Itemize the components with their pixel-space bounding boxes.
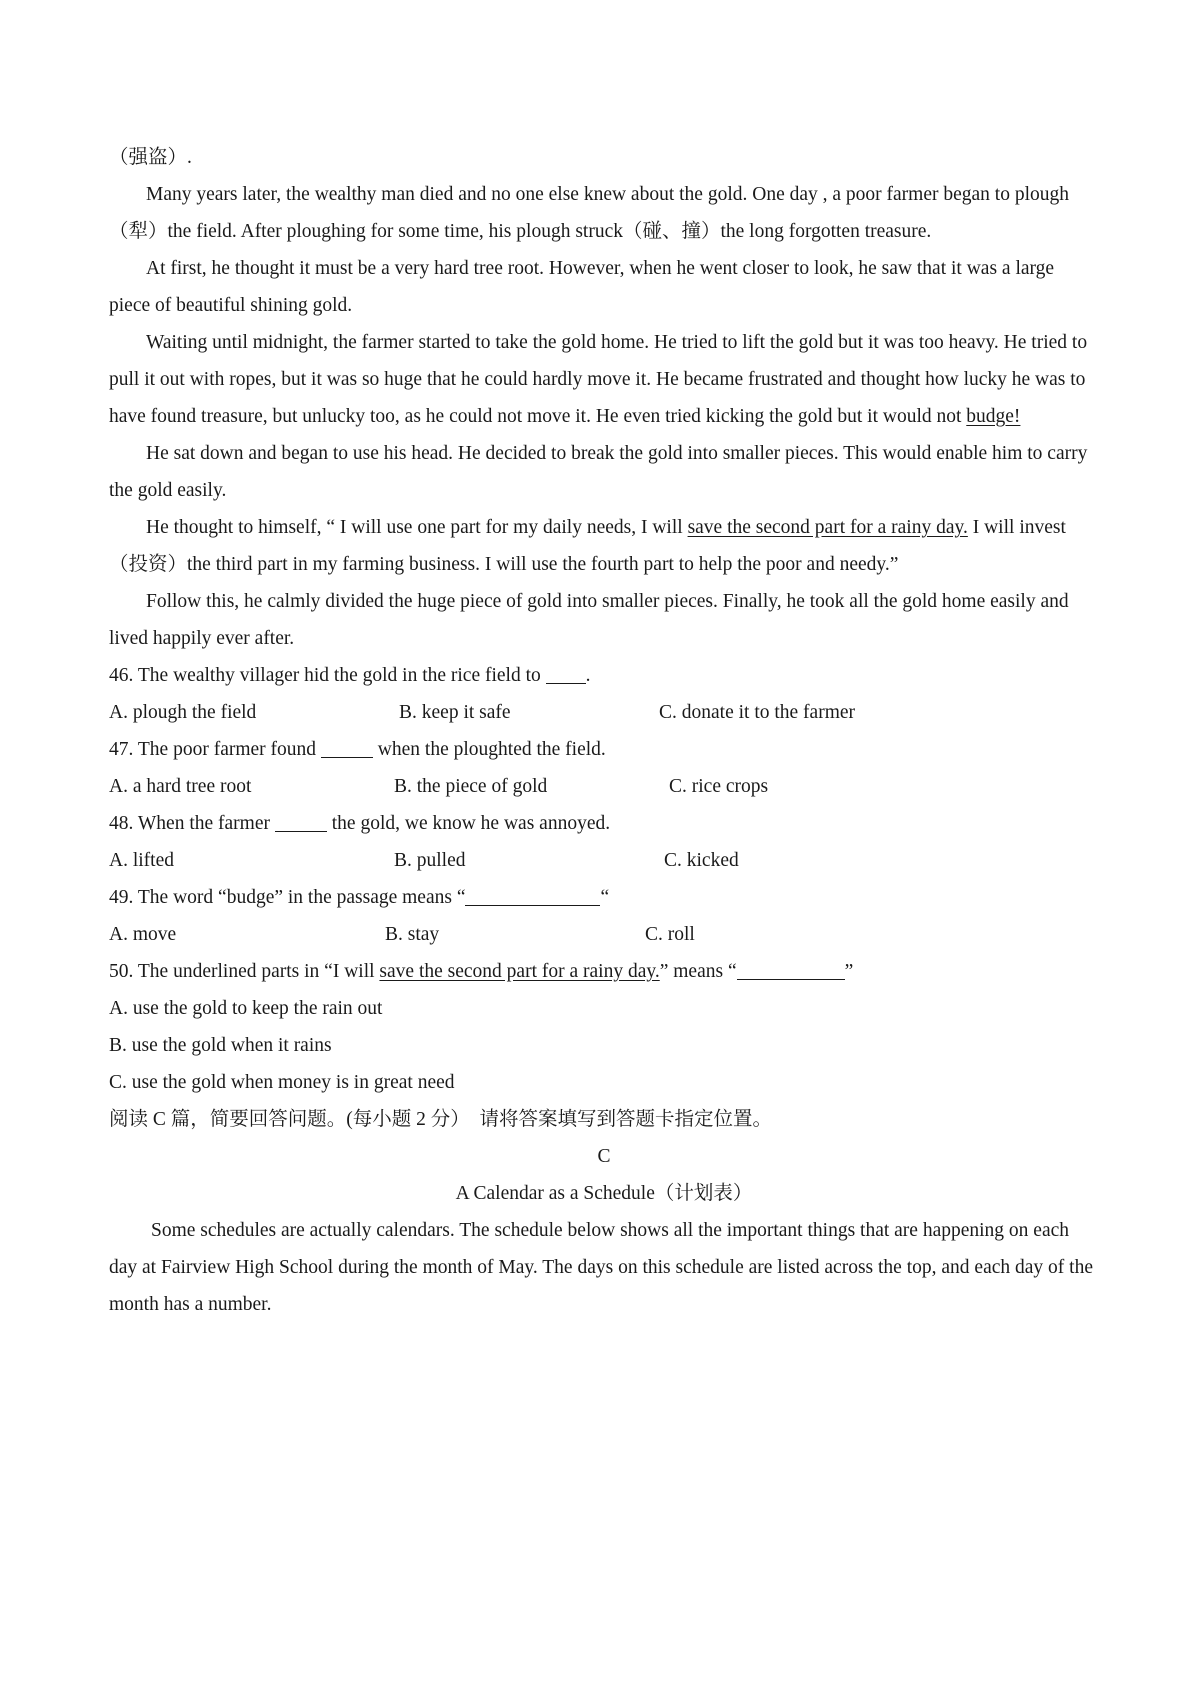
option-a: A. plough the field	[109, 702, 257, 723]
section-intro-paragraph: Some schedules are actually calendars. The schedule below shows all the important things that are happening on each day at Fairview High School during the month of May. The days on this schedule are listed across the top, and each day of the month has a number.	[109, 1220, 1093, 1315]
question-stem-end: ”	[844, 961, 854, 982]
option-c: C. donate it to the farmer	[659, 702, 856, 723]
answer-blank	[321, 737, 373, 758]
question-stem-end: the gold, we know he was annoyed.	[331, 813, 611, 834]
option-c: C. roll	[645, 924, 695, 945]
answer-blank	[465, 885, 600, 906]
option-b: B. the piece of gold	[394, 776, 548, 797]
section-title: A Calendar as a Schedule（计划表）	[455, 1183, 753, 1204]
section-letter: C	[597, 1146, 611, 1167]
section-instruction: 阅读 C 篇，简要回答问题。(每小题 2 分） 请将答案填写到答题卡指定位置。	[109, 1109, 773, 1130]
options-48	[109, 842, 1099, 879]
option-a: A. move	[109, 924, 177, 945]
option-a: A. a hard tree root	[109, 776, 252, 797]
question-stem: 49. The word “budge” in the passage means “	[109, 887, 466, 908]
paragraph-text: Waiting until midnight, the farmer started to take the gold home. He tried to lift the gold but it was too heavy. He tried to pull it out with ropes, but it was so huge that he could hardly move it. He became frustrated and thought how lucky he was to have found treasure, but unlucky too, as he could not move it. He even tried kicking the gold but it would not	[109, 332, 1088, 427]
question-48	[109, 805, 1099, 842]
answer-blank	[275, 811, 327, 832]
question-50	[109, 953, 1099, 990]
options-47	[109, 768, 1099, 805]
option-b: B. keep it safe	[399, 702, 511, 723]
question-stem: 50. The underlined parts in “I will	[109, 961, 375, 982]
paragraph: Follow this, he calmly divided the huge piece of gold into smaller pieces. Finally, he took all the gold home easily and lived happily ever after.	[109, 591, 1069, 649]
question-stem-end: when the ploughted the field.	[377, 739, 606, 760]
text-line: （强盗）.	[109, 147, 192, 168]
underlined-phrase: save the second part for a rainy day.	[687, 517, 968, 538]
paragraph	[109, 324, 1099, 435]
option-a: A. use the gold to keep the rain out	[109, 998, 383, 1019]
question-46	[109, 657, 1099, 694]
question-stem-mid: ” means “	[659, 961, 737, 982]
question-stem: 47. The poor farmer found	[109, 739, 317, 760]
option-c: C. kicked	[664, 850, 739, 871]
options-49	[109, 916, 1099, 953]
option-a: A. lifted	[109, 850, 174, 871]
document-body	[109, 139, 1099, 1323]
question-49	[109, 879, 1099, 916]
options-46	[109, 694, 1099, 731]
question-stem: 46. The wealthy villager hid the gold in the rice field to	[109, 665, 541, 686]
underlined-phrase: save the second part for a rainy day.	[379, 961, 660, 982]
question-stem-end: .	[585, 665, 591, 686]
option-b: B. use the gold when it rains	[109, 1035, 332, 1056]
option-c: C. use the gold when money is in great need	[109, 1072, 455, 1093]
question-stem-end: “	[600, 887, 610, 908]
paragraph-text: He thought to himself, “ I will use one part for my daily needs, I will	[146, 517, 683, 538]
paragraph: He sat down and began to use his head. He decided to break the gold into smaller pieces. This would enable him to carry the gold easily.	[109, 443, 1088, 501]
option-c: C. rice crops	[669, 776, 769, 797]
option-b: B. stay	[385, 924, 440, 945]
paragraph	[109, 509, 1099, 583]
underlined-word-budge: budge!	[966, 406, 1021, 427]
paragraph-text: I will invest（投资）the third part in my farming business. I will use the fourth part to help the poor and needy.”	[109, 517, 1066, 575]
question-47	[109, 731, 1099, 768]
answer-blank	[737, 959, 845, 980]
question-stem: 48. When the farmer	[109, 813, 270, 834]
paragraph: Many years later, the wealthy man died and no one else knew about the gold. One day , a poor farmer began to plough（犁）the field. After ploughing for some time, his plough struck（碰、撞）the long forgotten treasure.	[109, 184, 1070, 242]
paragraph: At first, he thought it must be a very hard tree root. However, when he went closer to look, he saw that it was a large piece of beautiful shining gold.	[109, 258, 1055, 316]
option-b: B. pulled	[394, 850, 466, 871]
answer-blank	[546, 663, 586, 684]
